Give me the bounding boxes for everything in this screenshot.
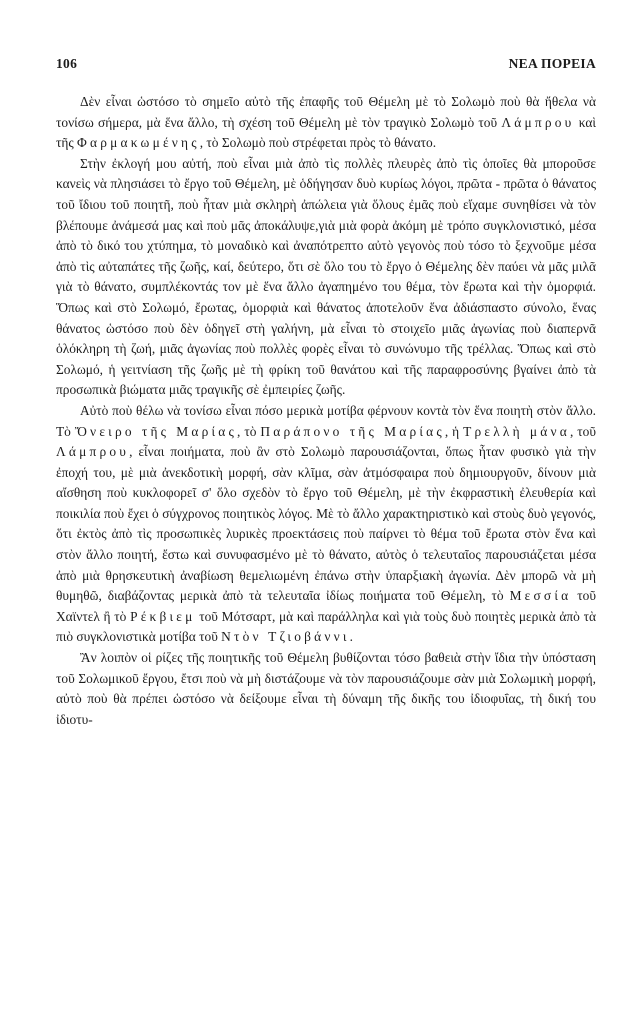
text-run: , τὸ Σολωμὸ ποὺ στρέφεται πρὸς τὸ θάνατο. [199,135,437,151]
text-run: , ἡ [444,423,464,439]
spaced-title: Τρελλὴ μάνα [463,423,570,439]
paragraph [56,401,596,648]
spaced-title: Ὄνειρο τῆς Μαρίας [74,423,238,439]
spaced-title: Ρέκβιεμ [130,608,196,624]
book-page [56,56,596,730]
text-run: Αὐτὸ ποὺ θέλω νὰ τονίσω εἶναι πόσο μερικὰ μοτίβα φέρνουν κοντὰ τὸν ἕνα ποιητὴ στὸν ἄλλο. Τὸ [56,402,596,439]
text-run: , τοῦ [570,423,597,439]
text-run: τοῦ Χαϊντελ ἢ τὸ [56,588,596,624]
paragraph [56,92,596,154]
text-run: . [349,629,354,645]
text-run: Δὲν εἶναι ὡστόσο τὸ σημεῖο αὐτὸ τῆς ἐπαφῆς τοῦ Θέμελη μὲ τὸ Σολωμὸ ποὺ θὰ ἤθελα νὰ τονίσω σήμερα, μὰ ἕνα ἄλλο, τὴ σχέση τοῦ Θέμελη μὲ τὸν τραγικὸ Σολωμὸ τοῦ [56,94,596,130]
spaced-title: Λάμπρου [501,114,575,130]
paragraph [56,154,596,401]
paragraph [56,648,596,730]
text-run: Ἂν λοιπὸν οἱ ρίζες τῆς ποιητικῆς τοῦ Θέμελη βυθίζονται τόσο βαθειὰ στὴν ἴδια τὴν ὑπόσταση τοῦ Σολωμικοῦ ἔργου, ἔτσι ποὺ νὰ μὴ διστάζουμε νὰ τὸν παρουσιάζουμε σὰν μιὰ Σολωμικὴ μορφή, αὐτὸ ποὺ θὰ πρέπει ὡστόσο νὰ δείξουμε εἶναι τὴ δύναμη τῆς δικῆς του ἰδιοφυΐας, τὴ δική του ἰδιοτυ- [56,650,596,727]
spaced-title: Λάμπρου [56,444,130,460]
journal-title: ΝΕΑ ΠΟΡΕΙΑ [508,56,596,71]
text-run: Στὴν ἐκλογή μου αὐτή, ποὺ εἶναι μιὰ ἀπὸ τὶς πολλὲς πλευρὲς ἀπὸ τὶς ὁποῖες θὰ μποροῦσε κανεὶς νὰ πλησιάσει τὸ ἔργο τοῦ Θέμελη, μὲ ὁδήγησαν δυὸ κυρίως λόγοι, πρῶτα - πρῶτα ὁ θάνατος τοῦ ἴδιου τοῦ ποιητῆ, ποὺ ἦταν μιὰ σκληρὴ ἀπώλεια γιὰ ὅλους ἐμᾶς ποὺ εἴχαμε συνηθίσει νὰ τὸν βλέπουμε ἀνάμεσά μας καὶ ποὺ μᾶς ἀποκάλυψε,γιὰ μιὰ φορὰ ἀκόμη μὲ τρόπο συγκλονιστικό, μέσα ἀπὸ τὸ δικό του χτύπημα, τὸ μοναδικὸ καὶ ἀναπότρεπτο αὐτὸ γεγονὸς ποὺ τόσο τὸ ξεχνοῦμε μέσα ἀπὸ τὶς αὐταπάτες τῆς ζωῆς, καί, δεύτερο, ὅτι σὲ ὅλο του τὸ ἔργο ὁ Θέμελης δὲν παύει νὰ μᾶς μιλᾶ γιὰ τὸ θάνατο, συμπλέκοντάς τον μὲ ἕνα ἄλλο ἀγαπημένο του θέμα, τὸν ἔρωτα καὶ τὴν ὀμορφιά. Ὅπως καὶ στὸ Σολωμό, ἔρωτας, ὀμορφιὰ καὶ θάνατος ἀποτελοῦν ἕνα ἀδιάσπαστο σύνολο, ἕνας θάνατος ὡστόσο ποὺ δὲν ὁδηγεῖ στὴ γαλήνη, μὰ εἶναι τὸ στοιχεῖο μιᾶς ἀγωνίας ποὺ διαπερνᾶ ὁλόκληρη τὴ ζωή, μιᾶς ἀγωνίας ποὺ πολλὲς φορὲς εἶναι τὸ συνώνυμο τῆς τρέλλας. Ὅπως καὶ στὸ Σολωμό, ἡ γειτνίαση τῆς ζωῆς μὲ τὴ φρίκη τοῦ θανάτου καὶ τῆς παραφροσύνης βγαίνει ἀπὸ τὰ προσωπικὰ βιώματα μιᾶς τραγικῆς σὲ ἐμπειρίες ζωῆς. [56,155,596,398]
text-run: καὶ τῆς [56,114,596,151]
spaced-title: Φαρμακωμένης [77,135,200,151]
article-body [56,92,596,730]
text-run: τοῦ Μότσαρτ, μὰ καὶ παράλληλα καὶ γιὰ τοὺς δυὸ ποιητὲς μερικὰ ἀπὸ τὰ πιὸ συγκλονιστικὰ μοτίβα τοῦ [56,608,596,645]
page-number: 106 [56,56,78,71]
spaced-title: Ντὸν Τζιοβάννι [221,629,350,645]
text-run: , εἶναι ποιήματα, ποὺ ἂν στὸ Σολωμὸ παρουσιάζονται, ὅπως ἦταν φυσικὸ γιὰ τὴν ἐποχή του, μὲ μιὰ ἀνεκδοτικὴ μορφή, σὰν κλῖμα, σὰν ἀτμόσφαιρα ποὺ δημιουργοῦν, δίνουν μιὰ αἴσθηση ποὺ κυκλοφορεῖ σ' ὅλο σχεδὸν τὸ ἔργο τοῦ Θέμελη, μὲ τὴν ἐκφραστικὴ ἐλευθερία καὶ ποικιλία ποὺ ἔχει ὁ σύγχρονος ποιητικὸς λόγος. Μὲ τὸ ἄλλο χαρακτηριστικὸ καὶ στοὺς δυὸ γεγονός, ὅτι ἐκτὸς ἀπὸ τὶς προσωπικὲς λυρικὲς προεκτάσεις ποὺ παίρνει τὸ θέμα τοῦ ἔρωτα στὸν ἕνα καὶ στὸν ἄλλο ποιητή, ἔστω καὶ συνυφασμένο μὲ τὸ θάνατο, αὐτὸς ὁ τελευταῖος παρουσιάζεται μέσα ἀπὸ μιὰ θρησκευτικὴ ἀναβίωση θεμελιωμένη ἐπάνω στὴν ὑπαρξιακὴ ἀγωνία. Δὲν μπορῶ νὰ μὴ θυμηθῶ, διαβάζοντας μερικὰ ἀπὸ τὰ τελευταῖα ἰδίως ποιήματα τοῦ Θέμελη, τὸ [56,444,596,604]
spaced-title: Μεσσία [509,588,572,604]
spaced-title: Παράπονο τῆς Μαρίας [260,423,445,439]
running-head [56,56,596,78]
text-run: , τὸ [237,423,261,439]
